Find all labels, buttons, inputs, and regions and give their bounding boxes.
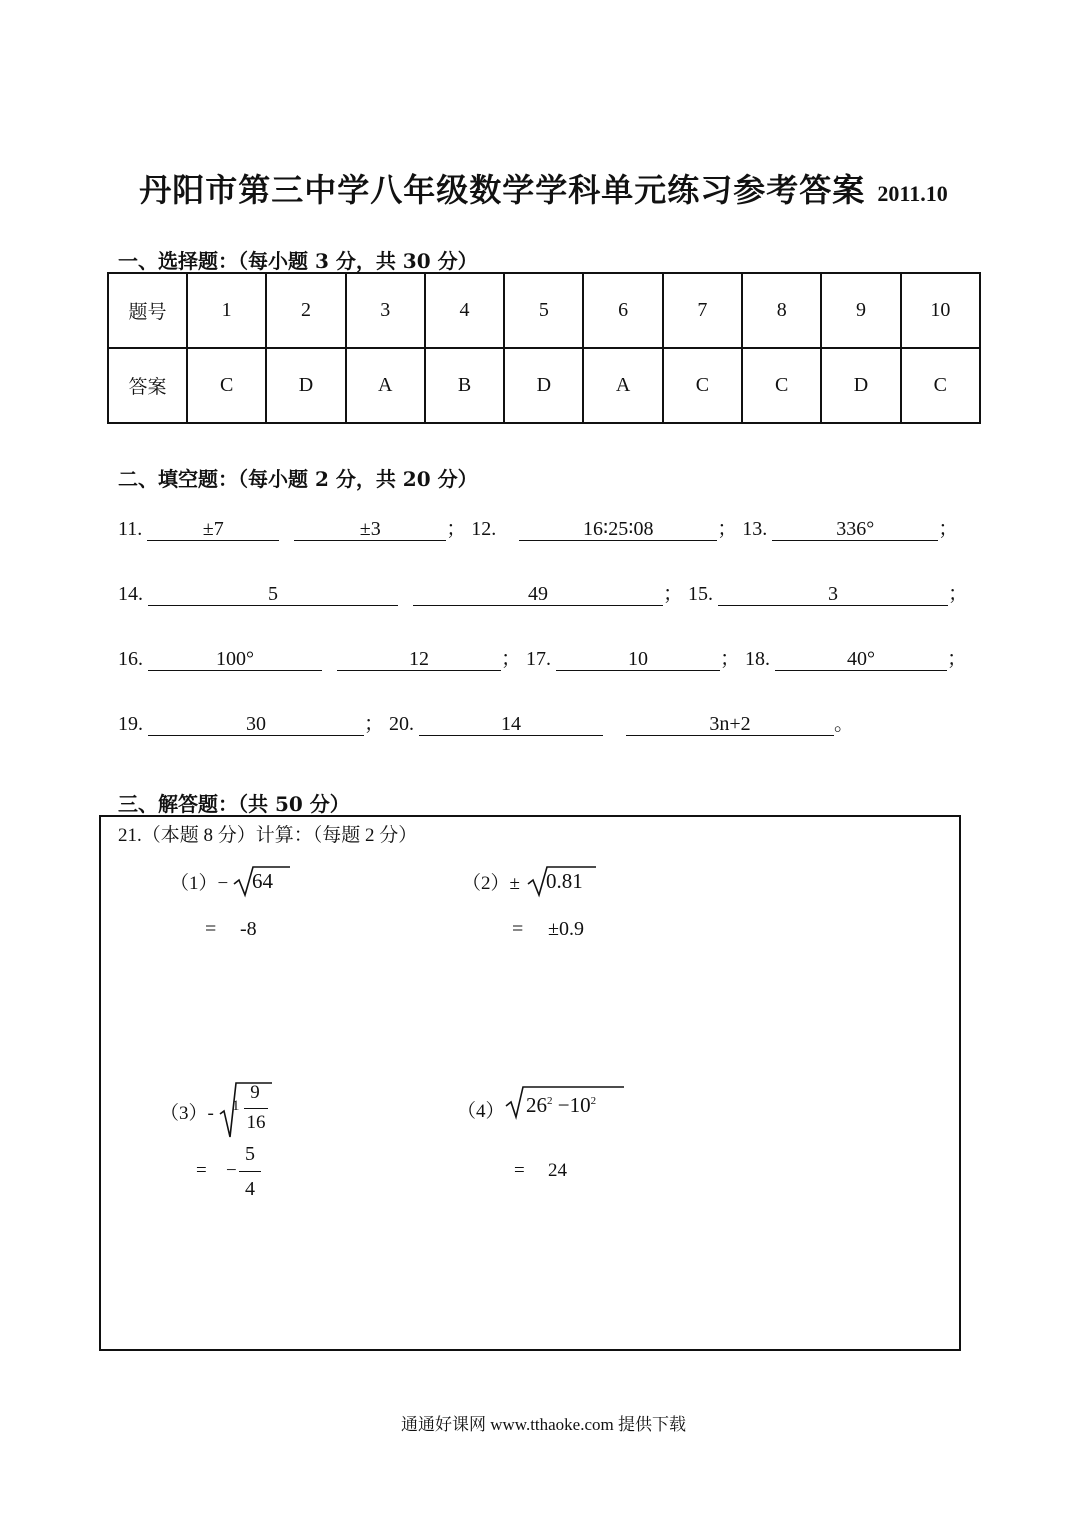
- part4-label: （4）: [457, 1101, 505, 1122]
- part4-minus: −: [557, 1093, 570, 1117]
- fill-row-3: [118, 642, 967, 671]
- part4-base2: 10: [569, 1093, 591, 1117]
- footer-text: 通通好课网 www.tthaoke.com 提供下载: [400, 1415, 687, 1434]
- separator: ；: [720, 648, 740, 670]
- separator: ；: [938, 518, 959, 540]
- fill-row-2: [118, 577, 968, 606]
- part2-equals: =: [512, 918, 524, 940]
- end-mark: 。: [834, 713, 854, 735]
- separator: ；: [947, 648, 967, 670]
- answer-cell: A: [346, 348, 425, 423]
- question-number: 8: [742, 273, 821, 348]
- answer-cell: B: [425, 348, 504, 423]
- question-number: 2: [266, 273, 345, 348]
- section2-heading: 二、填空题：（每小题 2 分，共 20 分）: [118, 467, 478, 491]
- part4-equals: =: [514, 1160, 525, 1181]
- question-label: 11.: [118, 518, 143, 540]
- question-label: 14.: [118, 583, 143, 605]
- fill-row-1: [118, 512, 958, 541]
- title-text: 丹阳市第三中学八年级数学学科单元练习参考答案: [139, 171, 866, 209]
- part4-base1: 26: [526, 1093, 547, 1117]
- question-number: 6: [583, 273, 662, 348]
- answer-blank: ±7: [147, 518, 279, 541]
- question-label: 13.: [742, 518, 768, 540]
- question-label: 19.: [118, 713, 143, 735]
- part3-result-numerator: 5: [245, 1143, 255, 1165]
- question-number: 10: [901, 273, 980, 348]
- question-number: 3: [346, 273, 425, 348]
- answer-cell: D: [504, 348, 583, 423]
- part1-label: （1）−: [170, 873, 229, 894]
- answer-blank: 5: [148, 583, 398, 606]
- section3-heading: 三、解答题：（共 50 分）: [118, 792, 350, 816]
- answer-blank: 3n+2: [626, 713, 834, 736]
- part3-equals: =: [196, 1160, 207, 1181]
- fraction-bar: [244, 1108, 268, 1109]
- question-label: 12.: [471, 518, 497, 540]
- part4-exponent2: 2: [590, 1095, 597, 1107]
- part4-result: 24: [548, 1160, 567, 1181]
- separator: ；: [948, 583, 968, 605]
- separator: ；: [717, 518, 738, 540]
- part1-radicand: 64: [252, 869, 273, 893]
- answer-blank: 3: [718, 583, 948, 606]
- part2-label: （2）±: [462, 873, 520, 894]
- table-row-numbers: [108, 273, 980, 348]
- separator: ；: [364, 713, 384, 735]
- answer-blank: 10: [556, 648, 720, 671]
- answer-cell: C: [742, 348, 821, 423]
- part3-result-denominator: 4: [245, 1178, 255, 1200]
- question-label: 15.: [688, 583, 713, 605]
- part2-radicand: 0.81: [546, 869, 583, 893]
- answer-blank: 40°: [775, 648, 947, 671]
- answer-blank: 16∶25∶08: [519, 518, 717, 541]
- part4-exponent1: 2: [547, 1095, 553, 1107]
- answer-cell: C: [901, 348, 980, 423]
- separator: ；: [501, 648, 521, 670]
- question-21-header: 21.（本题 8 分）计算：（每题 2 分）: [118, 825, 418, 846]
- title-date: 2011.10: [877, 181, 948, 206]
- question-number: 7: [663, 273, 742, 348]
- question-label: 17.: [526, 648, 551, 670]
- row-label-number: 题号: [108, 273, 187, 348]
- question-number: 9: [821, 273, 900, 348]
- row-label-answer: 答案: [108, 348, 187, 423]
- section1-heading: 一、选择题：（每小题 3 分，共 30 分）: [118, 249, 478, 273]
- answer-blank: 12: [337, 648, 501, 671]
- question-label: 20.: [389, 713, 414, 735]
- part3-numerator: 9: [250, 1082, 260, 1103]
- part1-result: -8: [240, 918, 257, 940]
- answer-cell: A: [583, 348, 662, 423]
- part4-expression: [526, 1093, 596, 1118]
- choice-answer-table: [107, 272, 981, 424]
- answer-blank: 336°: [772, 518, 938, 541]
- answer-blank: 14: [419, 713, 603, 736]
- fraction-bar: [239, 1171, 261, 1172]
- part2-result: ±0.9: [548, 918, 584, 940]
- answer-blank: 100°: [148, 648, 322, 671]
- part3-whole: 1: [232, 1098, 240, 1114]
- answer-cell: C: [663, 348, 742, 423]
- table-row-answers: [108, 348, 980, 423]
- separator: ；: [446, 518, 467, 540]
- question-label: 16.: [118, 648, 143, 670]
- fill-row-4: [118, 707, 854, 736]
- separator: ；: [663, 583, 683, 605]
- answer-blank: 30: [148, 713, 364, 736]
- part3-sign: −: [226, 1160, 237, 1181]
- answer-blank: ±3: [294, 518, 446, 541]
- part1-equals: =: [205, 918, 217, 940]
- page-title: [0, 165, 1087, 211]
- question-number: 4: [425, 273, 504, 348]
- part3-denominator: 16: [246, 1112, 266, 1133]
- answer-cell: C: [187, 348, 266, 423]
- part3-label: （3）-: [160, 1103, 214, 1124]
- question-number: 5: [504, 273, 583, 348]
- answer-cell: D: [266, 348, 345, 423]
- question-number: 1: [187, 273, 266, 348]
- answer-blank: 49: [413, 583, 663, 606]
- answer-cell: D: [821, 348, 900, 423]
- question-label: 18.: [745, 648, 770, 670]
